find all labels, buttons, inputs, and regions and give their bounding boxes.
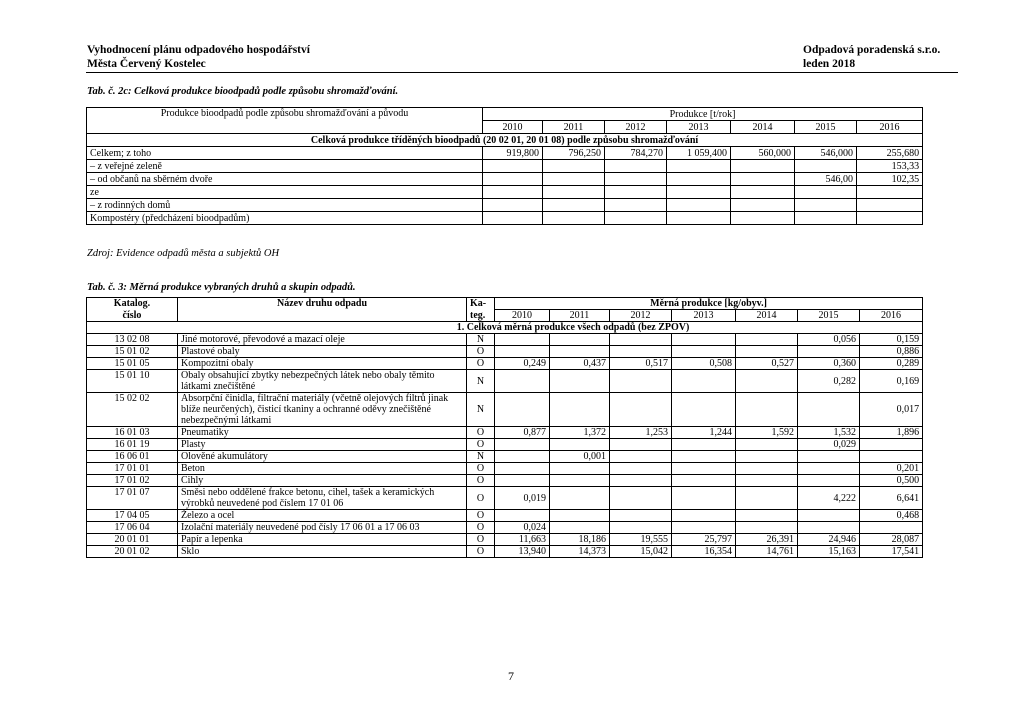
table2-h-katalog: Katalog.: [87, 298, 178, 310]
waste-code: 17 01 07: [87, 487, 178, 510]
value-cell: 0,024: [495, 522, 550, 534]
waste-code: 16 01 19: [87, 439, 178, 451]
row-label: Kompostéry (předcházení bioodpadům): [87, 212, 483, 225]
table1-col-header: Produkce bioodpadů podle způsobu shromažďování a původu: [87, 108, 483, 134]
table1-header-row: [87, 108, 923, 121]
table-row: [87, 173, 923, 186]
value-cell: 1,372: [550, 427, 610, 439]
value-cell: 15,042: [610, 546, 672, 558]
waste-name: Beton: [178, 463, 467, 475]
value-cell: 1,532: [798, 427, 860, 439]
value-cell: [667, 173, 731, 186]
value-cell: [483, 173, 543, 186]
value-cell: [736, 463, 798, 475]
value-cell: [795, 212, 857, 225]
value-cell: 784,270: [605, 147, 667, 160]
table2-year-cell: 2015: [798, 310, 860, 322]
table-row: [87, 334, 923, 346]
value-cell: [495, 393, 550, 427]
table1-source: Zdroj: Evidence odpadů města a subjektů OH: [87, 248, 280, 259]
table-row: [87, 534, 923, 546]
value-cell: [550, 463, 610, 475]
value-cell: [550, 346, 610, 358]
value-cell: 153,33: [857, 160, 923, 173]
value-cell: [610, 522, 672, 534]
waste-category: O: [467, 475, 495, 487]
value-cell: [495, 510, 550, 522]
value-cell: [731, 199, 795, 212]
table2-h-ka: Ka-: [467, 298, 495, 310]
waste-code: 17 01 02: [87, 475, 178, 487]
table-row: [87, 522, 923, 534]
value-cell: [495, 346, 550, 358]
waste-name: Sklo: [178, 546, 467, 558]
value-cell: 102,35: [857, 173, 923, 186]
waste-code: 15 01 05: [87, 358, 178, 370]
value-cell: 0,159: [860, 334, 923, 346]
value-cell: [798, 510, 860, 522]
waste-code: 17 04 05: [87, 510, 178, 522]
value-cell: [736, 334, 798, 346]
value-cell: [736, 370, 798, 393]
table1-year-cell: 2011: [543, 121, 605, 134]
table2-year-cell: 2011: [550, 310, 610, 322]
table2-caption: Tab. č. 3: Měrná produkce vybraných druhů a skupin odpadů.: [87, 282, 356, 293]
value-cell: 546,000: [795, 147, 857, 160]
value-cell: 0,886: [860, 346, 923, 358]
page-number: 7: [508, 669, 514, 683]
table-row: [87, 346, 923, 358]
value-cell: [795, 160, 857, 173]
waste-name: Pneumatiky: [178, 427, 467, 439]
value-cell: 1,244: [672, 427, 736, 439]
value-cell: [667, 160, 731, 173]
value-cell: 14,761: [736, 546, 798, 558]
table2-h-teg: teg.: [467, 310, 495, 322]
header-date: leden 2018: [803, 58, 856, 70]
value-cell: [672, 334, 736, 346]
value-cell: 4,222: [798, 487, 860, 510]
value-cell: [483, 212, 543, 225]
table2-year-cell: 2012: [610, 310, 672, 322]
waste-category: O: [467, 522, 495, 534]
value-cell: [610, 346, 672, 358]
waste-category: O: [467, 487, 495, 510]
value-cell: 0,527: [736, 358, 798, 370]
value-cell: 26,391: [736, 534, 798, 546]
value-cell: 1,253: [610, 427, 672, 439]
value-cell: [731, 160, 795, 173]
value-cell: 13,940: [495, 546, 550, 558]
table2-section: 1. Celková měrná produkce všech odpadů (bez ZPOV): [87, 322, 923, 334]
table-row: [87, 370, 923, 393]
value-cell: 0,001: [550, 451, 610, 463]
waste-code: 20 01 01: [87, 534, 178, 546]
value-cell: 11,663: [495, 534, 550, 546]
table1-year-cell: 2015: [795, 121, 857, 134]
header-company: Odpadová poradenská s.r.o.: [803, 44, 941, 56]
waste-name: Cihly: [178, 475, 467, 487]
value-cell: [736, 487, 798, 510]
value-cell: [495, 463, 550, 475]
waste-name: Jiné motorové, převodové a mazací oleje: [178, 334, 467, 346]
header-right: [803, 43, 940, 71]
value-cell: [483, 160, 543, 173]
value-cell: [667, 212, 731, 225]
value-cell: [495, 370, 550, 393]
table-row: [87, 427, 923, 439]
specific-production-table: [86, 297, 923, 558]
value-cell: 0,437: [550, 358, 610, 370]
value-cell: [672, 393, 736, 427]
value-cell: [736, 451, 798, 463]
value-cell: [495, 334, 550, 346]
table1-group-header: Produkce [t/rok]: [483, 108, 923, 121]
table-row: [87, 199, 923, 212]
value-cell: [610, 475, 672, 487]
waste-name: Absorpční činidla, filtrační materiály (včetně olejových filtrů jinak blíže neurčených), čisticí tkaniny a ochranné oděvy znečištěné nebezpečnými látkami: [178, 393, 467, 427]
value-cell: [798, 475, 860, 487]
value-cell: [605, 186, 667, 199]
table-row: [87, 186, 923, 199]
value-cell: [857, 186, 923, 199]
table1-year-cell: 2010: [483, 121, 543, 134]
value-cell: 25,797: [672, 534, 736, 546]
value-cell: [672, 487, 736, 510]
value-cell: 0,201: [860, 463, 923, 475]
waste-name: Olověné akumulátory: [178, 451, 467, 463]
value-cell: 0,360: [798, 358, 860, 370]
value-cell: [610, 334, 672, 346]
waste-category: O: [467, 463, 495, 475]
table2-h-cislo: číslo: [87, 310, 178, 322]
table1-subheader: Celková produkce tříděných bioodpadů (20 02 01, 20 01 08) podle způsobu shromažďování: [87, 134, 923, 147]
value-cell: [495, 451, 550, 463]
table-row: [87, 510, 923, 522]
value-cell: [550, 475, 610, 487]
table2-year-cell: 2016: [860, 310, 923, 322]
table2-section-row: [87, 322, 923, 334]
value-cell: [667, 186, 731, 199]
waste-code: 17 06 04: [87, 522, 178, 534]
waste-category: O: [467, 510, 495, 522]
value-cell: [550, 370, 610, 393]
value-cell: [495, 475, 550, 487]
table-row: [87, 463, 923, 475]
value-cell: 0,877: [495, 427, 550, 439]
value-cell: 15,163: [798, 546, 860, 558]
table-row: [87, 439, 923, 451]
value-cell: [857, 199, 923, 212]
value-cell: [798, 463, 860, 475]
value-cell: [543, 186, 605, 199]
value-cell: [610, 463, 672, 475]
value-cell: [495, 439, 550, 451]
value-cell: 0,282: [798, 370, 860, 393]
row-label: – z veřejné zeleně: [87, 160, 483, 173]
value-cell: 1,896: [860, 427, 923, 439]
table-row: [87, 358, 923, 370]
row-label: ze: [87, 186, 483, 199]
header-rule: [86, 72, 958, 73]
value-cell: [736, 393, 798, 427]
row-label: Celkem; z toho: [87, 147, 483, 160]
table-row: [87, 475, 923, 487]
value-cell: [550, 334, 610, 346]
waste-category: O: [467, 546, 495, 558]
value-cell: [610, 451, 672, 463]
header-city: Města Červený Kostelec: [87, 58, 206, 70]
value-cell: [543, 212, 605, 225]
value-cell: [543, 160, 605, 173]
value-cell: 0,468: [860, 510, 923, 522]
waste-category: N: [467, 451, 495, 463]
value-cell: [543, 199, 605, 212]
value-cell: 0,169: [860, 370, 923, 393]
table2-header-row1: [87, 298, 923, 310]
waste-category: O: [467, 439, 495, 451]
value-cell: [736, 346, 798, 358]
table1-year-cell: 2014: [731, 121, 795, 134]
waste-category: O: [467, 534, 495, 546]
value-cell: [795, 186, 857, 199]
value-cell: [672, 510, 736, 522]
value-cell: [550, 487, 610, 510]
waste-category: O: [467, 427, 495, 439]
value-cell: 560,000: [731, 147, 795, 160]
value-cell: [605, 160, 667, 173]
value-cell: 0,508: [672, 358, 736, 370]
value-cell: 18,186: [550, 534, 610, 546]
waste-category: O: [467, 346, 495, 358]
waste-name: Směsi nebo oddělené frakce betonu, cihel, tašek a keramických výrobků neuvedené pod číslem 17 01 06: [178, 487, 467, 510]
value-cell: 919,800: [483, 147, 543, 160]
waste-category: N: [467, 334, 495, 346]
value-cell: 796,250: [543, 147, 605, 160]
waste-code: 15 02 02: [87, 393, 178, 427]
value-cell: [610, 487, 672, 510]
value-cell: 1,592: [736, 427, 798, 439]
waste-name: Kompozitní obaly: [178, 358, 467, 370]
table1-year-cell: 2012: [605, 121, 667, 134]
value-cell: 0,019: [495, 487, 550, 510]
value-cell: [795, 199, 857, 212]
table2-year-cell: 2010: [495, 310, 550, 322]
waste-category: N: [467, 370, 495, 393]
value-cell: [672, 463, 736, 475]
table2-year-cell: 2014: [736, 310, 798, 322]
value-cell: [857, 212, 923, 225]
value-cell: 0,056: [798, 334, 860, 346]
value-cell: [672, 439, 736, 451]
value-cell: 0,249: [495, 358, 550, 370]
value-cell: [736, 510, 798, 522]
value-cell: 1 059,400: [667, 147, 731, 160]
table2-h-nazev: Název druhu odpadu: [178, 298, 467, 322]
value-cell: 28,087: [860, 534, 923, 546]
table1-subheader-row: [87, 134, 923, 147]
waste-name: Obaly obsahující zbytky nebezpečných látek nebo obaly těmito látkami znečištěné: [178, 370, 467, 393]
value-cell: [672, 451, 736, 463]
value-cell: [672, 346, 736, 358]
value-cell: [798, 522, 860, 534]
row-label: – z rodinných domů: [87, 199, 483, 212]
row-label: – od občanů na sběrném dvoře: [87, 173, 483, 186]
value-cell: [860, 439, 923, 451]
value-cell: 0,517: [610, 358, 672, 370]
waste-code: 16 01 03: [87, 427, 178, 439]
value-cell: 0,289: [860, 358, 923, 370]
value-cell: [672, 522, 736, 534]
waste-code: 15 01 02: [87, 346, 178, 358]
value-cell: [543, 173, 605, 186]
waste-name: Železo a ocel: [178, 510, 467, 522]
value-cell: 0,500: [860, 475, 923, 487]
waste-code: 13 02 08: [87, 334, 178, 346]
value-cell: [550, 522, 610, 534]
value-cell: [610, 510, 672, 522]
value-cell: [483, 186, 543, 199]
value-cell: 19,555: [610, 534, 672, 546]
header-left: [87, 43, 310, 71]
value-cell: [672, 475, 736, 487]
value-cell: [550, 393, 610, 427]
value-cell: [731, 173, 795, 186]
table1-caption: Tab. č. 2c: Celková produkce bioodpadů podle způsobu shromažďování.: [87, 86, 399, 97]
value-cell: [672, 370, 736, 393]
value-cell: [550, 510, 610, 522]
header-title: Vyhodnocení plánu odpadového hospodářství: [87, 44, 310, 56]
value-cell: [605, 173, 667, 186]
waste-category: N: [467, 393, 495, 427]
waste-category: O: [467, 358, 495, 370]
value-cell: [483, 199, 543, 212]
value-cell: 0,017: [860, 393, 923, 427]
waste-name: Izolační materiály neuvedené pod čísly 17 06 01 a 17 06 03: [178, 522, 467, 534]
value-cell: [860, 522, 923, 534]
waste-name: Plasty: [178, 439, 467, 451]
value-cell: 24,946: [798, 534, 860, 546]
table1-year-cell: 2013: [667, 121, 731, 134]
value-cell: 255,680: [857, 147, 923, 160]
value-cell: 546,00: [795, 173, 857, 186]
table-row: [87, 546, 923, 558]
waste-name: Papír a lepenka: [178, 534, 467, 546]
value-cell: [667, 199, 731, 212]
table-row: [87, 451, 923, 463]
value-cell: [610, 370, 672, 393]
value-cell: 16,354: [672, 546, 736, 558]
value-cell: [731, 186, 795, 199]
waste-code: 16 06 01: [87, 451, 178, 463]
value-cell: [798, 451, 860, 463]
value-cell: 0,029: [798, 439, 860, 451]
table2-h-merna: Měrná produkce [kg/obyv.]: [495, 298, 923, 310]
biowaste-table: [86, 107, 923, 225]
value-cell: [736, 475, 798, 487]
value-cell: [860, 451, 923, 463]
waste-name: Plastové obaly: [178, 346, 467, 358]
waste-code: 15 01 10: [87, 370, 178, 393]
waste-code: 17 01 01: [87, 463, 178, 475]
value-cell: 14,373: [550, 546, 610, 558]
value-cell: [798, 346, 860, 358]
table-row: [87, 160, 923, 173]
value-cell: [736, 439, 798, 451]
value-cell: [605, 212, 667, 225]
table1-year-cell: 2016: [857, 121, 923, 134]
value-cell: [798, 393, 860, 427]
table-row: [87, 147, 923, 160]
value-cell: [731, 212, 795, 225]
value-cell: [610, 439, 672, 451]
value-cell: 17,541: [860, 546, 923, 558]
table2-year-cell: 2013: [672, 310, 736, 322]
value-cell: [605, 199, 667, 212]
waste-code: 20 01 02: [87, 546, 178, 558]
value-cell: [736, 522, 798, 534]
table-row: [87, 487, 923, 510]
value-cell: [610, 393, 672, 427]
value-cell: 6,641: [860, 487, 923, 510]
table-row: [87, 212, 923, 225]
table-row: [87, 393, 923, 427]
value-cell: [550, 439, 610, 451]
